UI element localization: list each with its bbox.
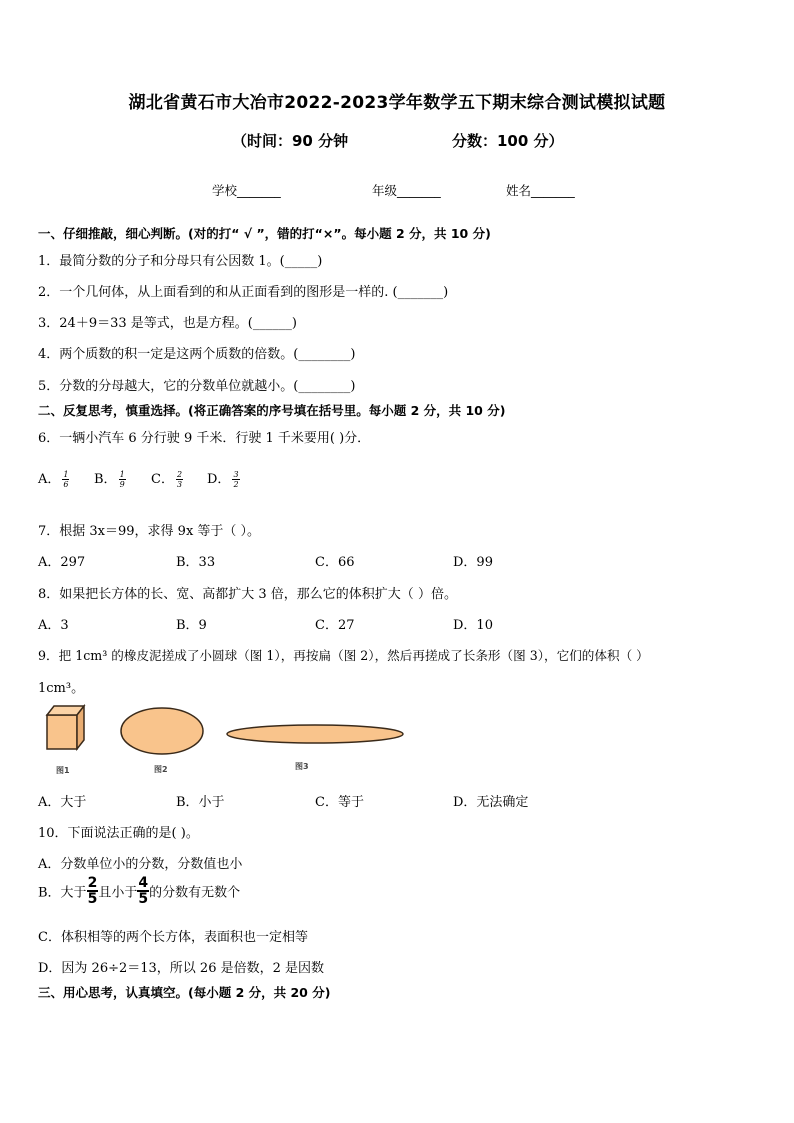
q10-option-d: D．因为 26÷2＝13，所以 26 是倍数，2 是因数 — [38, 961, 325, 976]
q8-option-c: C．27 — [315, 618, 355, 633]
q10-option-c: C．体积相等的两个长方体，表面积也一定相等 — [38, 930, 308, 945]
exam-score: 分数：100 分） — [452, 132, 564, 150]
flattened-ball-figure — [121, 708, 203, 754]
long-strip-figure — [227, 725, 403, 743]
q7-option-a: A．297 — [38, 555, 86, 570]
name-field: 姓名_______ — [506, 183, 575, 198]
fraction: $\frac{4}{5}$ — [138, 875, 149, 907]
cube-figure — [47, 706, 84, 749]
fraction: $\frac{2}{5}$ — [87, 875, 98, 907]
q10-option-b: B．大于 $\frac{2}{5}$ 且小于 $\frac{4}{5}$ 的分数有无数个 — [38, 875, 241, 907]
q9-option-b: B．小于 — [176, 795, 225, 810]
q6-option-c — [151, 468, 185, 489]
fraction: $\frac{1}{6}$ — [63, 470, 69, 489]
page-title: 湖北省黄石市大冶市2022-2023学年数学五下期末综合测试模拟试题 — [128, 93, 666, 113]
q6-option-a — [38, 468, 71, 489]
figure-1-caption: 图1 — [56, 766, 70, 775]
question-3: 3．24＋9＝33 是等式，也是方程。(______) — [38, 316, 297, 331]
question-2: 2．一个几何体，从上面看到的和从正面看到的图形是一样的. (_______) — [38, 285, 449, 300]
question-6: 6．一辆小汽车 6 分行驶 9 千米．行驶 1 千米要用( )分． — [38, 431, 371, 446]
q7-option-d: D．99 — [453, 555, 493, 570]
question-9-cont: 1cm³。 — [38, 681, 85, 696]
q8-option-d: D．10 — [453, 618, 493, 633]
fraction: $\frac{1}{9}$ — [119, 470, 125, 489]
question-5: 5．分数的分母越大，它的分数单位就越小。(________) — [38, 379, 356, 394]
question-10: 10．下面说法正确的是( )。 — [38, 826, 199, 841]
figure-3-caption: 图3 — [295, 762, 309, 771]
figure-2-caption: 图2 — [154, 765, 168, 774]
question-4: 4．两个质数的积一定是这两个质数的倍数。(________) — [38, 347, 356, 362]
grade-field: 年级_______ — [372, 183, 441, 198]
q9-option-d: D．无法确定 — [453, 795, 529, 810]
question-1: 1．最简分数的分子和分母只有公因数 1。(_____) — [38, 254, 323, 269]
q6-option-d — [207, 468, 242, 489]
q8-option-a: A．3 — [38, 618, 69, 633]
section1-heading: 一、仔细推敲，细心判断。(对的打“ √ ”，错的打“×”。每小题 2 分，共 10 分) — [38, 226, 491, 241]
q10-option-a: A．分数单位小的分数，分数值也小 — [38, 857, 243, 872]
school-field: 学校_______ — [212, 183, 281, 198]
question-8: 8．如果把长方体的长、宽、高都扩大 3 倍，那么它的体积扩大（ ）倍。 — [38, 587, 457, 602]
exam-time: （时间：90 分钟 — [232, 132, 349, 150]
option-label: D． — [207, 472, 231, 487]
q8-option-b: B．9 — [176, 618, 207, 633]
question-7: 7．根据 3x＝99，求得 9x 等于（ ）。 — [38, 524, 261, 539]
section2-heading: 二、反复思考，慎重选择。(将正确答案的序号填在括号里。每小题 2 分，共 10 分) — [38, 403, 506, 418]
fraction: $\frac{2}{3}$ — [176, 470, 183, 489]
q7-option-c: C．66 — [315, 555, 355, 570]
q7-option-b: B．33 — [176, 555, 216, 570]
section3-heading: 三、用心思考，认真填空。(每小题 2 分，共 20 分) — [38, 985, 331, 1000]
question-9: 9．把 1cm³ 的橡皮泥搓成了小圆球（图 1），再按扁（图 2），然后再搓成了长条形（图 3），它们的体积（ ） — [38, 648, 649, 663]
option-label: B． — [94, 472, 117, 487]
q9-option-a: A．大于 — [38, 795, 87, 810]
q9-option-c: C．等于 — [315, 795, 364, 810]
fraction: $\frac{3}{2}$ — [233, 470, 239, 489]
q6-option-b — [94, 468, 128, 489]
option-label: C． — [151, 472, 174, 487]
q9-figures — [40, 700, 410, 780]
option-label: A． — [38, 472, 61, 487]
